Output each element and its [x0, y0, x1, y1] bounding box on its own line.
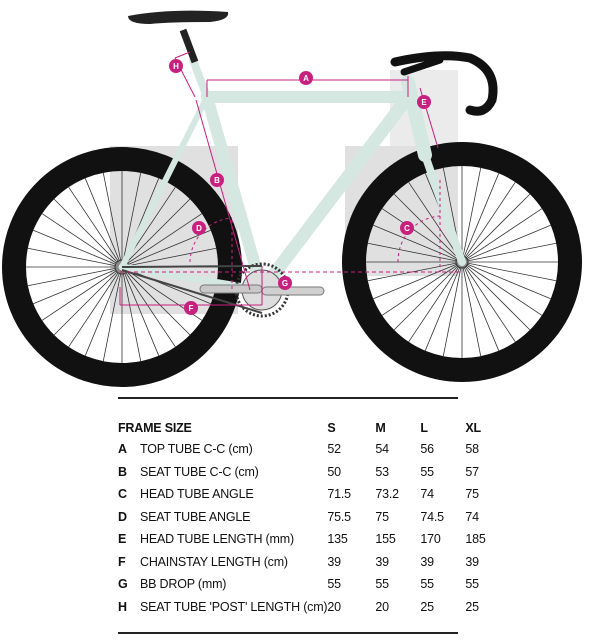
row-label: BB DROP (mm) — [140, 577, 227, 592]
table-row — [118, 438, 495, 461]
table-header-row — [118, 418, 495, 438]
row-label: SEAT TUBE ANGLE — [140, 509, 251, 524]
row-label: SEAT TUBE 'POST' LENGTH (cm) — [140, 599, 328, 614]
value-s: 71.5 — [327, 487, 351, 502]
size-header-l: L — [420, 421, 428, 435]
value-s: 55 — [327, 577, 341, 592]
row-letter: D — [118, 509, 127, 524]
size-header-xl: XL — [465, 421, 481, 435]
size-header-m: M — [375, 421, 386, 435]
svg-text:D: D — [196, 224, 202, 233]
svg-text:H: H — [173, 62, 179, 71]
value-m: 55 — [375, 577, 389, 592]
value-xl: 39 — [465, 554, 479, 569]
value-l: 74.5 — [420, 509, 444, 524]
table-row — [118, 528, 495, 551]
frame-size-header: FRAME SIZE — [118, 421, 192, 435]
value-xl: 185 — [465, 532, 486, 547]
value-m: 20 — [375, 599, 389, 614]
value-s: 52 — [327, 442, 341, 457]
row-letter: F — [118, 554, 126, 569]
value-m: 155 — [375, 532, 396, 547]
marker-c — [400, 221, 414, 235]
svg-text:F: F — [188, 304, 194, 313]
marker-f — [184, 301, 198, 315]
value-m: 54 — [375, 442, 389, 457]
table-row — [118, 551, 495, 574]
svg-text:G: G — [281, 279, 289, 288]
value-xl: 25 — [465, 599, 479, 614]
row-letter: G — [118, 577, 128, 592]
row-label: CHAINSTAY LENGTH (cm) — [140, 554, 288, 569]
value-l: 170 — [420, 532, 441, 547]
value-s: 20 — [327, 599, 341, 614]
value-xl: 58 — [465, 442, 479, 457]
value-xl: 75 — [465, 487, 479, 502]
value-l: 25 — [420, 599, 434, 614]
value-m: 73.2 — [375, 487, 399, 502]
row-letter: C — [118, 487, 127, 502]
value-l: 55 — [420, 464, 434, 479]
row-label: TOP TUBE C-C (cm) — [140, 442, 253, 457]
svg-text:C: C — [404, 224, 410, 233]
marker-h — [169, 59, 183, 73]
svg-text:A: A — [303, 74, 309, 83]
value-s: 39 — [327, 554, 341, 569]
row-letter: B — [118, 464, 127, 479]
table-row — [118, 506, 495, 529]
value-l: 74 — [420, 487, 434, 502]
row-label: HEAD TUBE ANGLE — [140, 487, 254, 502]
table-row — [118, 573, 495, 596]
value-m: 39 — [375, 554, 389, 569]
table-row — [118, 461, 495, 484]
size-header-s: S — [327, 421, 336, 435]
table-row — [118, 596, 495, 619]
saddle — [128, 11, 228, 62]
row-letter: H — [118, 599, 127, 614]
value-l: 39 — [420, 554, 434, 569]
geometry-table — [118, 418, 495, 618]
row-label: SEAT TUBE C-C (cm) — [140, 464, 259, 479]
value-s: 75.5 — [327, 509, 351, 524]
value-m: 53 — [375, 464, 389, 479]
marker-b — [210, 173, 224, 187]
row-letter: E — [118, 532, 127, 547]
table-row — [118, 483, 495, 506]
row-letter: A — [118, 442, 127, 457]
table-top-rule — [118, 397, 458, 399]
value-m: 75 — [375, 509, 389, 524]
svg-text:B: B — [214, 176, 220, 185]
value-s: 50 — [327, 464, 341, 479]
value-l: 56 — [420, 442, 434, 457]
svg-text:E: E — [421, 98, 427, 107]
value-xl: 57 — [465, 464, 479, 479]
table-bottom-rule — [118, 632, 458, 634]
marker-a — [299, 71, 313, 85]
marker-e — [417, 95, 431, 109]
marker-g — [278, 276, 292, 290]
marker-d — [192, 221, 206, 235]
value-s: 135 — [327, 532, 348, 547]
row-label: HEAD TUBE LENGTH (mm) — [140, 532, 294, 547]
value-xl: 74 — [465, 509, 479, 524]
value-l: 55 — [420, 577, 434, 592]
value-xl: 55 — [465, 577, 479, 592]
